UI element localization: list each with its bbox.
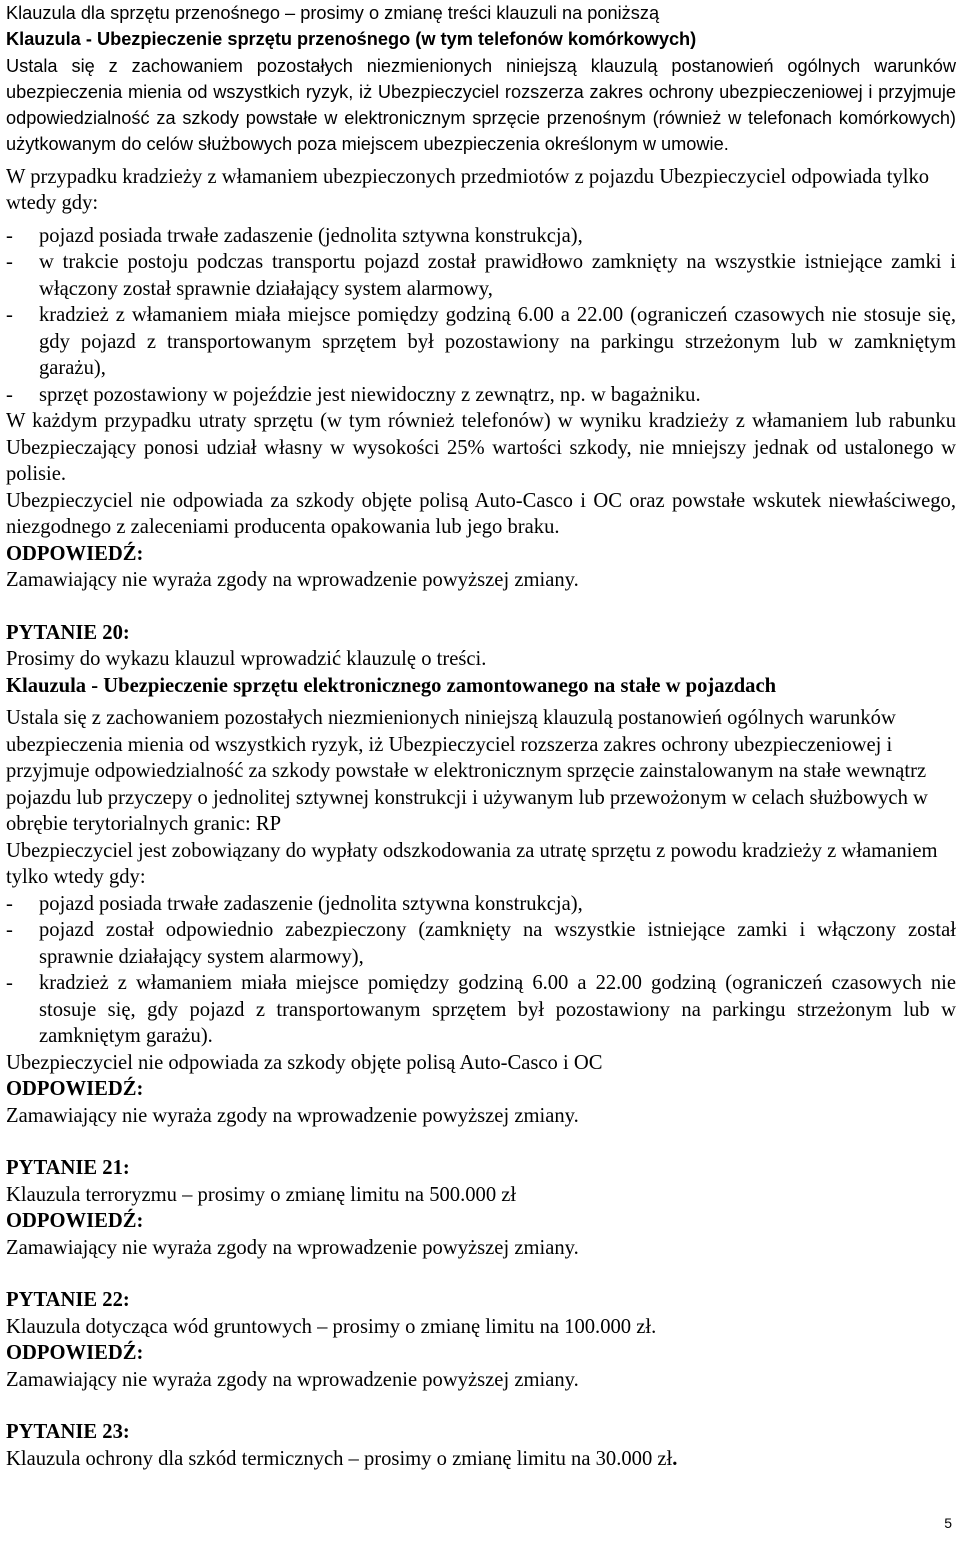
question-23-text <box>6 1446 956 1473</box>
exclusion-paragraph-vehicle: Ubezpieczyciel nie odpowiada za szkody objęte polisą Auto-Casco i OC <box>6 1051 603 1074</box>
clause-request-line: Klauzula dla sprzętu przenośnego – prosimy o zmianę treści klauzuli na poniższą <box>6 3 660 23</box>
question-23-text-main: Klauzula ochrony dla szkód termicznych – prosimy o zmianę limitu na 30.000 zł <box>6 1447 673 1470</box>
question-21-label: PYTANIE 21: <box>6 1157 130 1180</box>
exclusion-paragraph: Ubezpieczyciel nie odpowiada za szkody objęte polisą Auto-Casco i OC oraz powstałe wskutek niewłaściwego, niezgodnego z zaleceniami producenta opakowania lub jego braku. <box>6 489 956 539</box>
list-item: - pojazd został odpowiednio zabezpieczony (zamknięty na wszystkie istniejące zamki i włączony został sprawnie działający system alarmowy), <box>6 919 956 968</box>
question-22-label: PYTANIE 22: <box>6 1289 130 1312</box>
answer-label: ODPOWIEDŹ: <box>6 542 144 565</box>
vehicle-conditions-list <box>6 891 956 1050</box>
list-item: - w trakcie postoju podczas transportu pojazd został prawidłowo zamknięty na wszystkie istniejące zamki i włączony został sprawnie działający system alarmowy, <box>6 251 956 300</box>
clause-heading-vehicle-electronics: Klauzula - Ubezpieczenie sprzętu elektronicznego zamontowanego na stałe w pojazdach <box>6 674 777 697</box>
answer-text: Zamawiający nie wyraża zgody na wprowadzenie powyższej zmiany. <box>6 1236 579 1259</box>
question-20-text: Prosimy do wykazu klauzul wprowadzić klauzulę o treści. <box>6 648 487 671</box>
page-number: 5 <box>944 1515 952 1531</box>
answer-text: Zamawiający nie wyraża zgody na wprowadzenie powyższej zmiany. <box>6 1368 579 1391</box>
theft-conditions-list <box>6 223 956 409</box>
question-22-text: Klauzula dotycząca wód gruntowych – prosimy o zmianę limitu na 100.000 zł. <box>6 1315 657 1338</box>
question-23-text-end: . <box>672 1447 678 1470</box>
clause-heading-portable-equipment: Klauzula - Ubezpieczenie sprzętu przenośnego (w tym telefonów komórkowych) <box>6 29 697 50</box>
clause-paragraph-vehicle: Ustala się z zachowaniem pozostałych niezmienionych niniejszą klauzulą postanowień ogólnych warunków ubezpieczenia mienia od wszystkich ryzyk, iż Ubezpieczyciel rozszerza zakres ochrony ubezpieczeniowej i przyjmuje odpowiedzialność za szkody powstałe w elektronicznym sprzęcie zainstalowanym na stałe wewnątrz pojazdu lub przyczepy o jednolitej sztywnej konstrukcji i używanym lub przewożonym w celach służbowych w obrębie terytorialnych granic: RP <box>6 707 928 836</box>
answer-label: ODPOWIEDŹ: <box>6 1342 144 1365</box>
deductible-paragraph: W każdym przypadku utraty sprzętu (w tym również telefonów) w wyniku kradzieży z włamaniem lub rabunku Ubezpieczający ponosi udział własny w wysokości 25% wartości szkody, nie mniejszy jednak od ustalonego w polisie. <box>6 410 956 486</box>
list-item: - sprzęt pozostawiony w pojeździe jest niewidoczny z zewnątrz, np. w bagażniku. <box>6 383 701 406</box>
list-item: - pojazd posiada trwałe zadaszenie (jednolita sztywna konstrukcja), <box>6 224 583 247</box>
answer-label: ODPOWIEDŹ: <box>6 1078 144 1101</box>
answer-text: Zamawiający nie wyraża zgody na wprowadzenie powyższej zmiany. <box>6 569 579 592</box>
theft-conditions-intro: W przypadku kradzieży z włamaniem ubezpieczonych przedmiotów z pojazdu Ubezpieczyciel odpowiada tylko wtedy gdy: <box>6 165 930 215</box>
list-item: - kradzież z włamaniem miała miejsce pomiędzy godziną 6.00 a 22.00 godziną (ograniczeń czasowych nie stosuje się, gdy pojazd z transportowanym sprzętem był pozostawiony na parkingu strzeżonym lub w zamkniętym garażu). <box>6 972 956 1048</box>
document-page <box>6 0 956 1472</box>
question-21-text: Klauzula terroryzmu – prosimy o zmianę limitu na 500.000 zł <box>6 1183 517 1206</box>
list-item: - pojazd posiada trwałe zadaszenie (jednolita sztywna konstrukcja), <box>6 892 583 915</box>
clause-paragraph-portable: Ustala się z zachowaniem pozostałych niezmienionych niniejszą klauzulą postanowień ogólnych warunków ubezpieczenia mienia od wszystkich ryzyk, iż Ubezpieczyciel rozszerza zakres ochrony ubezpieczeniowej i przyjmuje odpowiedzialność za szkody powstałe w elektronicznym sprzęcie przenośnym (również w telefonach komórkowych) użytkowanym do celów służbowych poza miejscem ubezpieczenia określonym w umowie. <box>6 55 956 155</box>
question-23-label: PYTANIE 23: <box>6 1421 130 1444</box>
answer-text: Zamawiający nie wyraża zgody na wprowadzenie powyższej zmiany. <box>6 1104 579 1127</box>
question-20-label: PYTANIE 20: <box>6 621 130 644</box>
list-item: - kradzież z włamaniem miała miejsce pomiędzy godziną 6.00 a 22.00 (ograniczeń czasowych nie stosuje się, gdy pojazd z transportowanym sprzętem był pozostawiony na parkingu strzeżonym lub w zamkniętym garażu), <box>6 304 956 380</box>
insurer-obligation-paragraph: Ubezpieczyciel jest zobowiązany do wypłaty odszkodowania za utratę sprzętu z powodu kradzieży z włamaniem tylko wtedy gdy: <box>6 839 938 889</box>
answer-label: ODPOWIEDŹ: <box>6 1210 144 1233</box>
